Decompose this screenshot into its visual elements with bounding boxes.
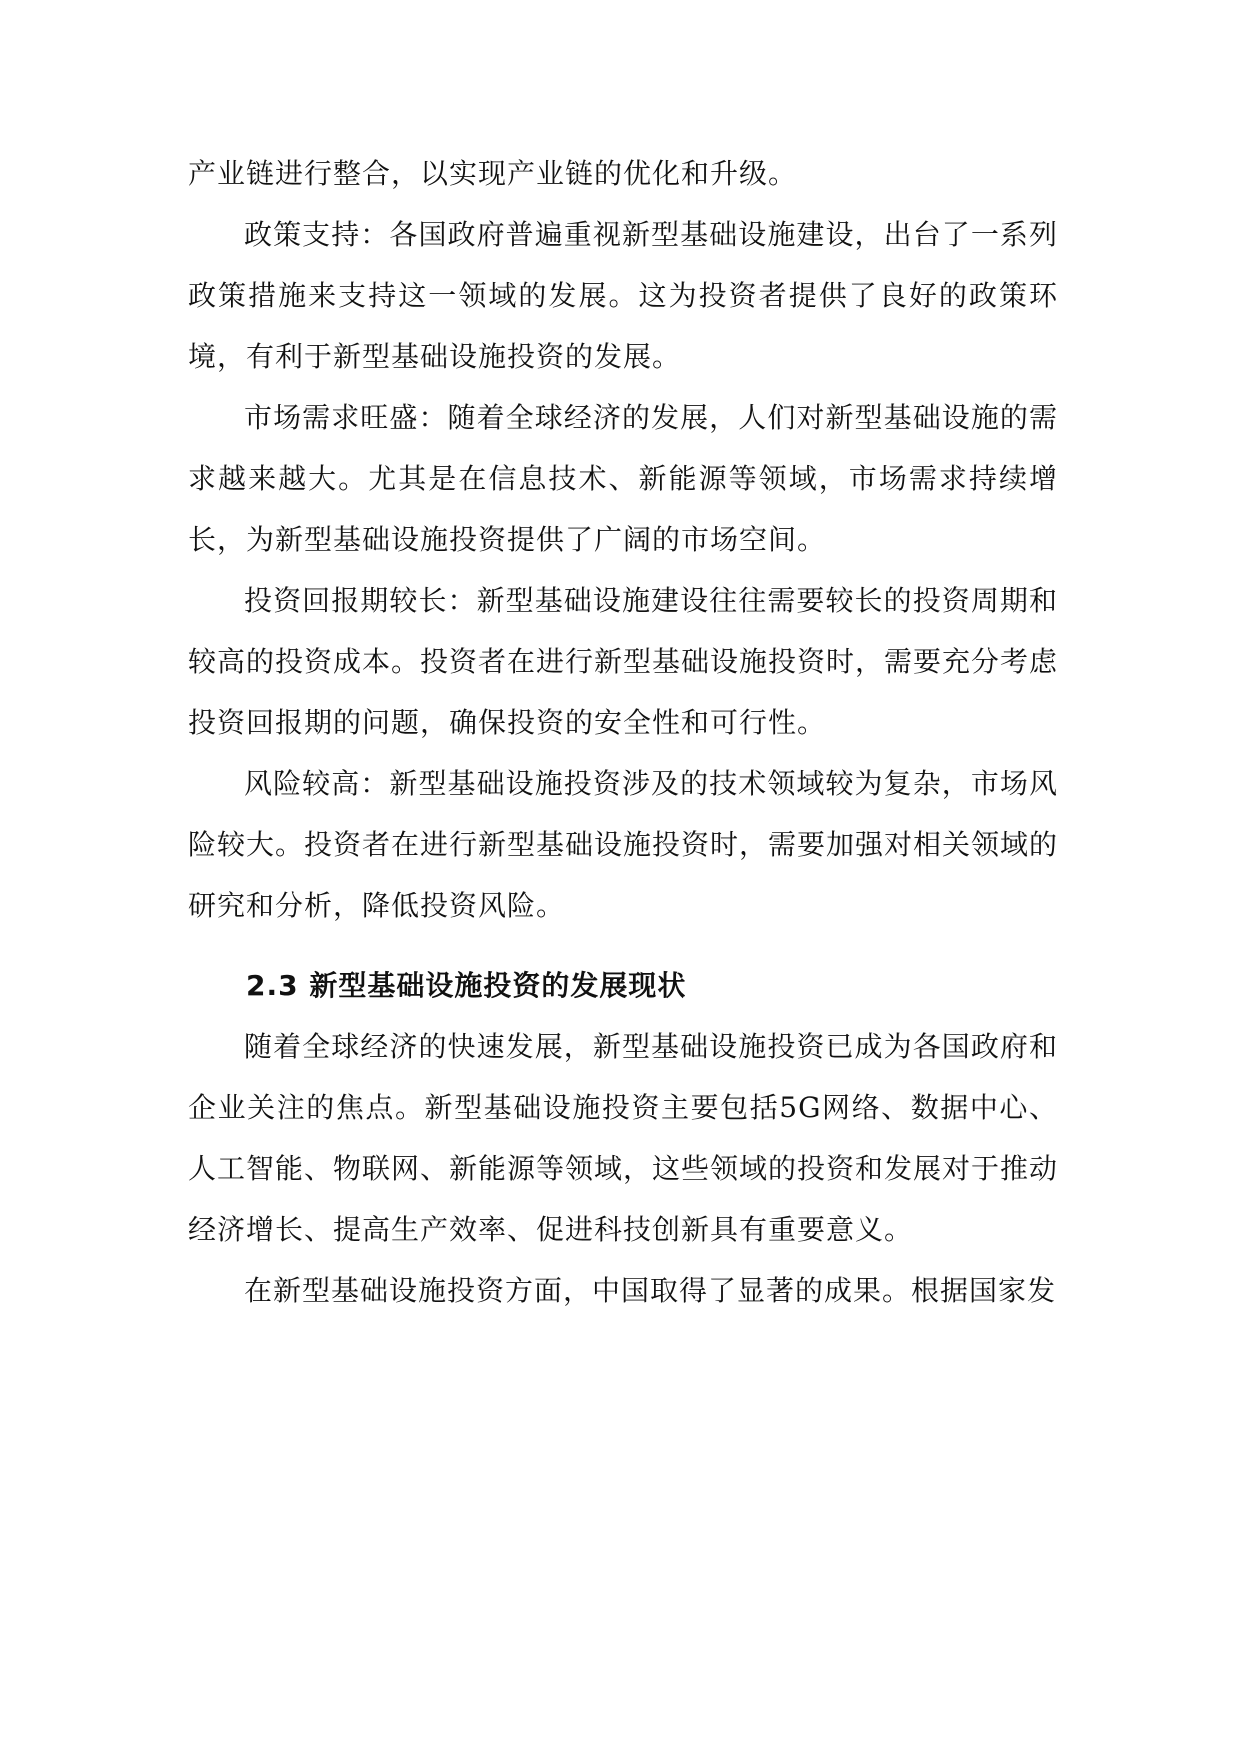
paragraph-high-risk: 风险较高：新型基础设施投资涉及的技术领域较为复杂，市场风险较大。投资者在进行新型基础设施投资时，需要加强对相关领域的研究和分析，降低投资风险。 bbox=[188, 767, 1059, 922]
paragraph-continuation: 产业链进行整合，以实现产业链的优化和升级。 bbox=[188, 157, 798, 190]
spacer bbox=[188, 936, 1058, 955]
paragraph-long-payback: 投资回报期较长：新型基础设施建设往往需要较长的投资周期和较高的投资成本。投资者在进行新型基础设施投资时，需要充分考虑投资回报期的问题，确保投资的安全性和可行性。 bbox=[188, 584, 1059, 739]
paragraph-policy-support: 政策支持：各国政府普遍重视新型基础设施建设，出台了一系列政策措施来支持这一领域的发展。这为投资者提供了良好的政策环境，有利于新型基础设施投资的发展。 bbox=[188, 218, 1058, 373]
paragraph-china-achievements: 在新型基础设施投资方面，中国取得了显著的成果。根据国家发 bbox=[244, 1274, 1057, 1307]
document-body bbox=[188, 143, 1058, 1321]
paragraph-development-overview: 随着全球经济的快速发展，新型基础设施投资已成为各国政府和企业关注的焦点。新型基础设施投资主要包括5G网络、数据中心、人工智能、物联网、新能源等领域，这些领域的投资和发展对于推动经济增长、提高生产效率、促进科技创新具有重要意义。 bbox=[188, 1030, 1059, 1246]
section-heading: 2.3 新型基础设施投资的发展现状 bbox=[246, 969, 687, 1002]
paragraph-market-demand: 市场需求旺盛：随着全球经济的发展，人们对新型基础设施的需求越来越大。尤其是在信息技术、新能源等领域，市场需求持续增长，为新型基础设施投资提供了广阔的市场空间。 bbox=[188, 401, 1058, 556]
